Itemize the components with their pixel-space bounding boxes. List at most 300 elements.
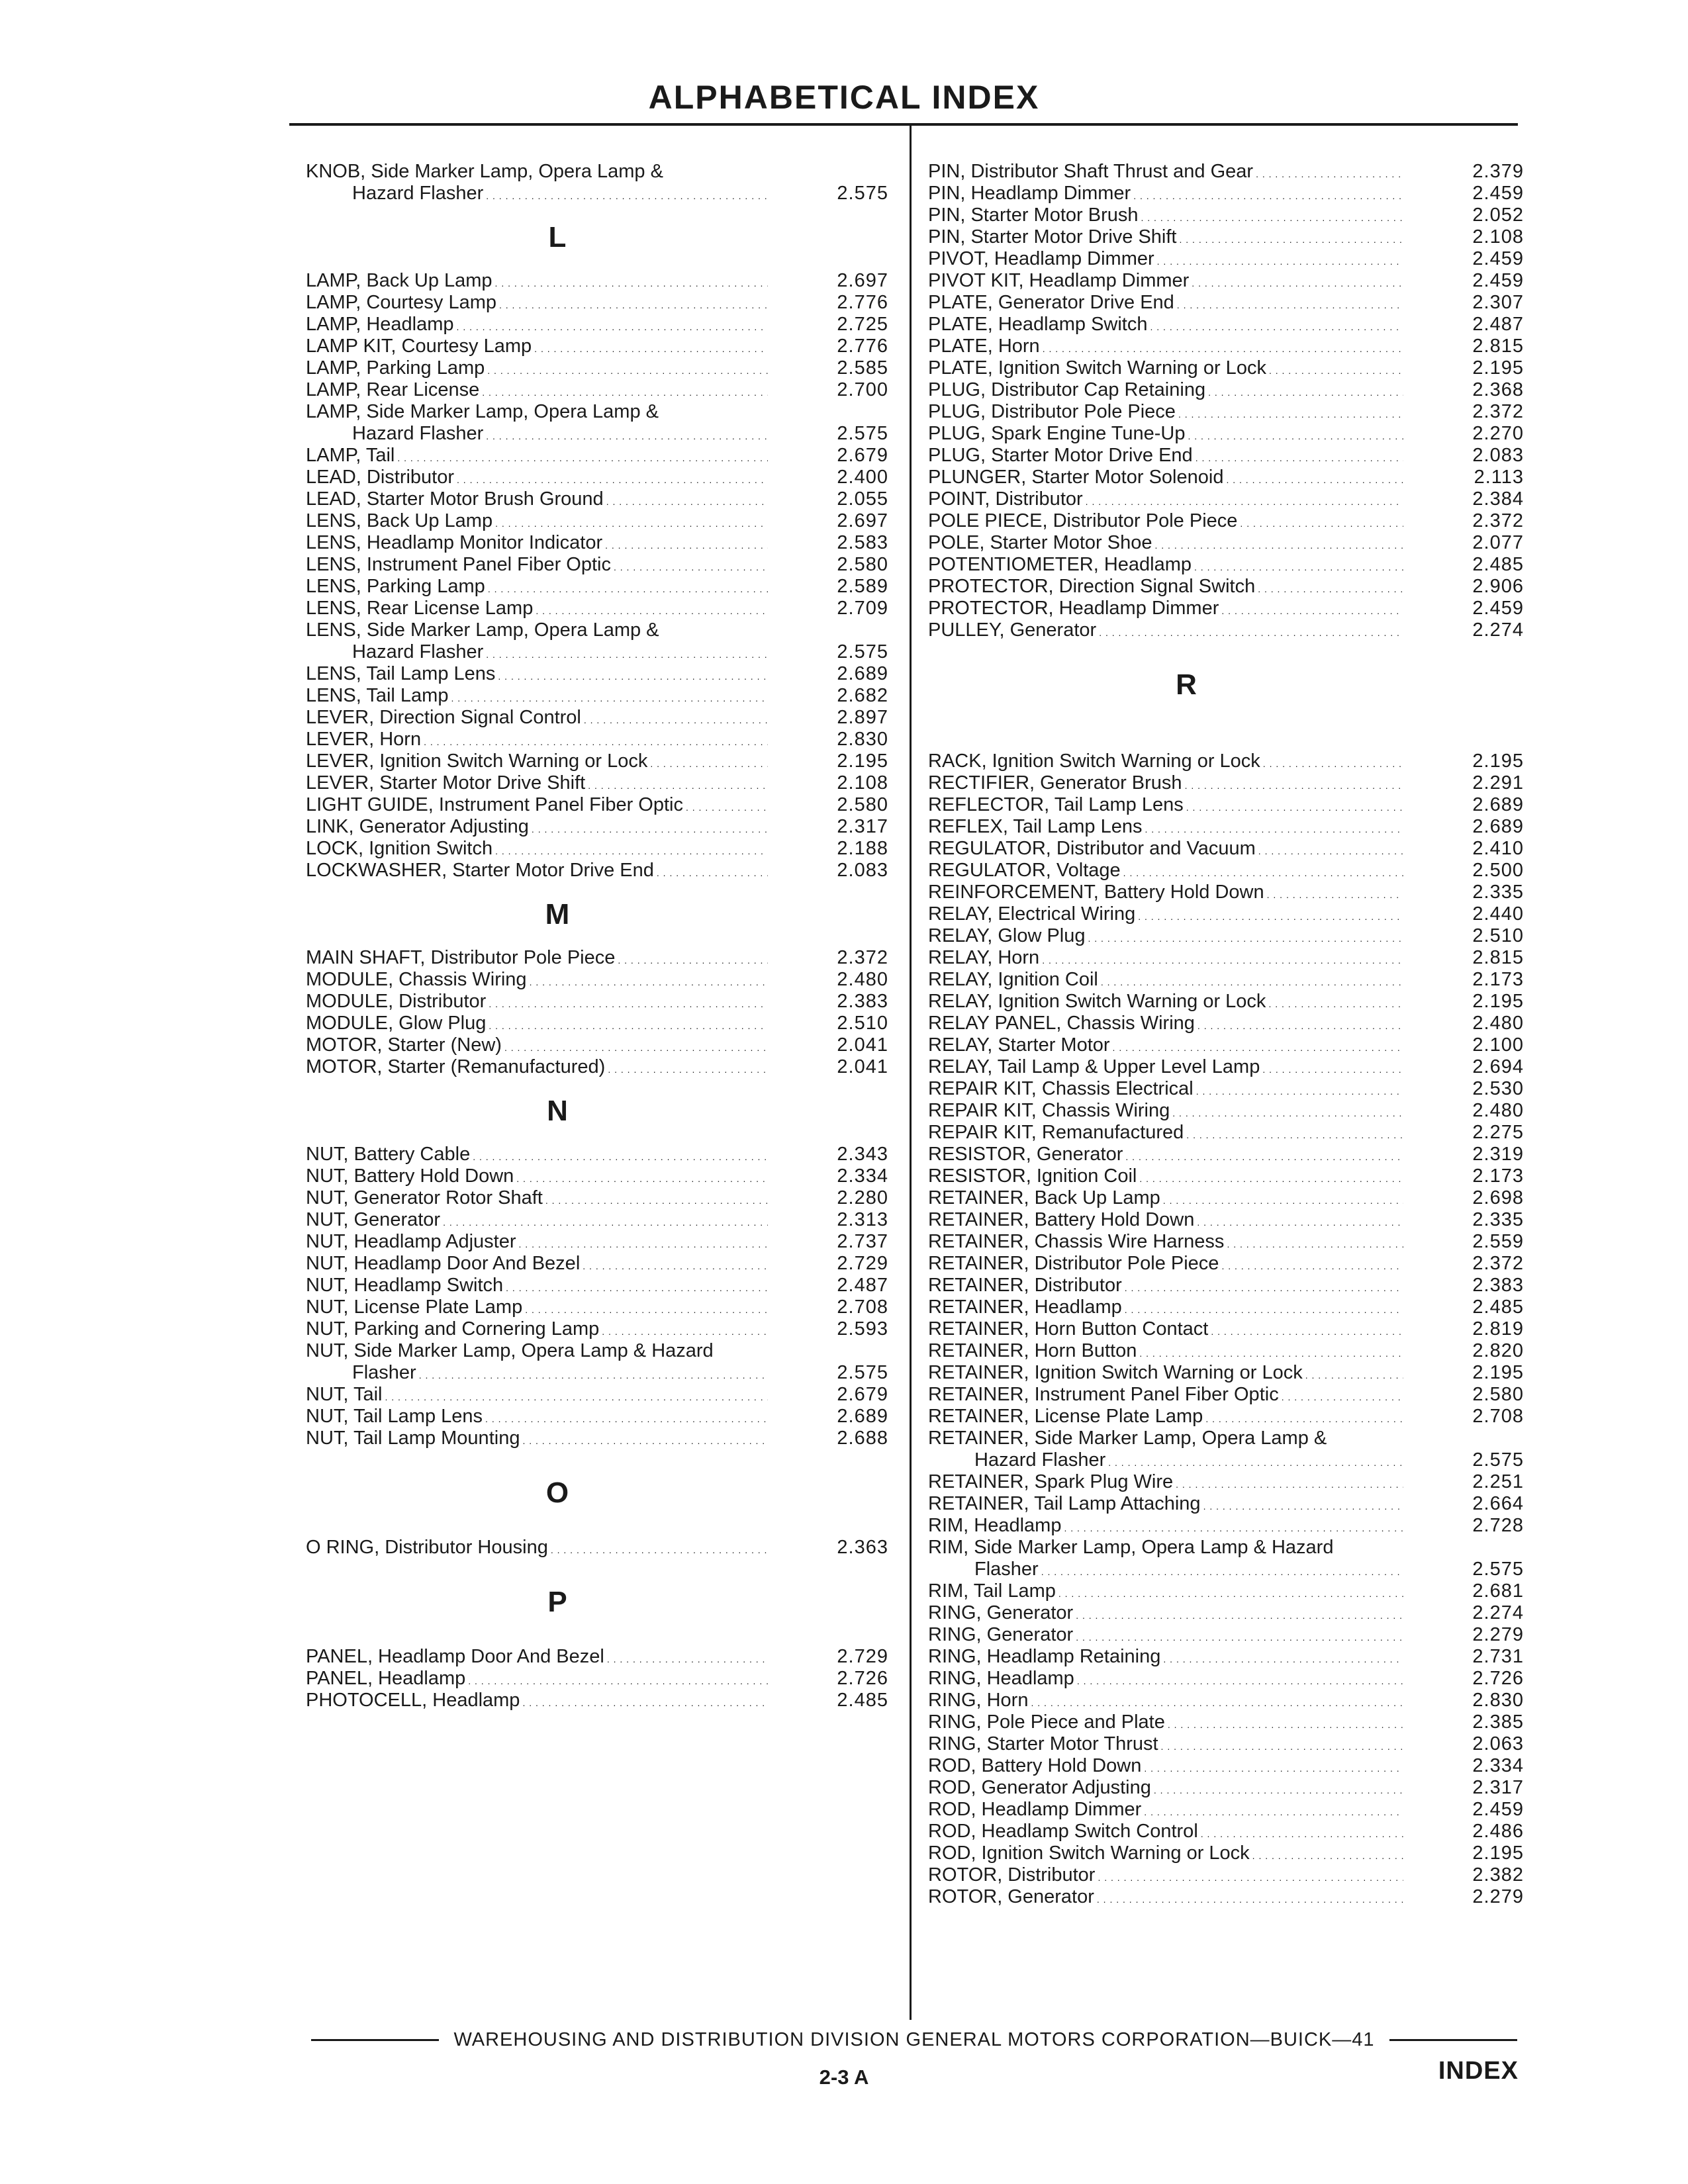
entry-page-number: 2.530	[1472, 1078, 1524, 1099]
entry-page-number: 2.689	[1472, 794, 1524, 815]
index-entry	[928, 226, 1524, 248]
entry-page-number: 2.383	[837, 991, 888, 1012]
index-entry	[928, 445, 1524, 467]
index-entry	[928, 903, 1524, 925]
entry-name: REGULATOR, Distributor and Vacuum	[928, 838, 1256, 859]
entry-page-number: 2.372	[1472, 1253, 1524, 1274]
index-entry	[306, 729, 888, 751]
index-entry	[306, 554, 888, 576]
leader-dots	[1108, 1449, 1403, 1474]
entry-page-number: 2.275	[1472, 1122, 1524, 1143]
entry-page-number: 2.700	[837, 379, 888, 400]
index-entry	[928, 751, 1524, 772]
index-entry-continuation	[306, 183, 888, 205]
index-entry	[928, 183, 1524, 205]
index-entry	[306, 1690, 888, 1711]
index-entry	[928, 598, 1524, 619]
index-entry	[928, 1733, 1524, 1755]
leader-dots	[1192, 270, 1403, 295]
leader-dots	[1196, 1078, 1403, 1103]
entry-page-number: 2.372	[837, 947, 888, 968]
leader-dots	[551, 1537, 768, 1561]
index-entry	[306, 314, 888, 336]
entry-page-number: 2.575	[837, 183, 888, 204]
entry-page-number: 2.575	[837, 641, 888, 662]
index-entry	[928, 1821, 1524, 1843]
index-entry	[306, 379, 888, 401]
index-entry	[928, 1056, 1524, 1078]
entry-page-number: 2.708	[1472, 1406, 1524, 1427]
entry-name: PLATE, Generator Drive End	[928, 292, 1174, 313]
entry-page-number: 2.368	[1472, 379, 1524, 400]
leader-dots	[1201, 1821, 1403, 1845]
index-entry	[306, 1034, 888, 1056]
leader-dots	[1196, 445, 1403, 469]
leader-dots	[532, 816, 768, 841]
leader-dots	[588, 772, 768, 797]
leader-dots	[1208, 379, 1403, 404]
index-entry	[306, 619, 888, 641]
entry-name: RETAINER, Spark Plug Wire	[928, 1471, 1174, 1492]
entry-name: NUT, Headlamp Adjuster	[306, 1231, 516, 1252]
entry-page-number: 2.486	[1472, 1821, 1524, 1842]
index-entry	[928, 1428, 1524, 1449]
leader-dots	[498, 663, 768, 688]
index-entry	[928, 488, 1524, 510]
entry-name: LAMP, Headlamp	[306, 314, 454, 335]
index-entry	[306, 707, 888, 729]
section-letter: L	[548, 221, 567, 253]
index-entry	[306, 161, 888, 183]
entry-page-number: 2.251	[1472, 1471, 1524, 1492]
entry-name: MODULE, Chassis Wiring	[306, 969, 527, 990]
entry-name: PLATE, Horn	[928, 336, 1040, 357]
entry-name: NUT, Battery Hold Down	[306, 1165, 514, 1187]
leader-dots	[1125, 1144, 1403, 1168]
index-entry-continuation	[306, 1362, 888, 1384]
index-entry	[306, 947, 888, 969]
leader-dots	[614, 554, 768, 578]
entry-name: RING, Starter Motor Thrust	[928, 1733, 1158, 1754]
entry-page-number: 2.274	[1472, 619, 1524, 641]
entry-page-number: 2.510	[837, 1013, 888, 1034]
leader-dots	[1145, 816, 1403, 841]
entry-name: RETAINER, Battery Hold Down	[928, 1209, 1195, 1230]
entry-page-number: 2.575	[837, 1362, 888, 1383]
index-entry	[928, 1668, 1524, 1690]
entry-page-number: 2.108	[1472, 226, 1524, 248]
entry-name: REPAIR KIT, Chassis Wiring	[928, 1100, 1170, 1121]
index-entry-continuation	[928, 1449, 1524, 1471]
leader-dots	[1172, 1100, 1403, 1124]
leader-dots	[1168, 1711, 1403, 1736]
entry-page-number: 2.459	[1472, 270, 1524, 291]
spacer	[928, 729, 1524, 751]
entry-page-number: 2.830	[1472, 1690, 1524, 1711]
section-letter: P	[547, 1586, 567, 1618]
leader-dots	[1221, 1253, 1403, 1277]
leader-dots	[608, 1056, 768, 1081]
index-entry	[306, 488, 888, 510]
leader-dots	[424, 729, 768, 753]
entry-name: RETAINER, Chassis Wire Harness	[928, 1231, 1225, 1252]
leader-dots	[1163, 1187, 1403, 1212]
leader-dots	[451, 685, 768, 709]
entry-page-number: 2.729	[837, 1646, 888, 1667]
entry-page-number: 2.731	[1472, 1646, 1524, 1667]
index-entry	[306, 270, 888, 292]
entry-page-number: 2.335	[1472, 882, 1524, 903]
entry-page-number: 2.313	[837, 1209, 888, 1230]
entry-name: RING, Pole Piece and Plate	[928, 1711, 1165, 1733]
index-entry	[928, 1078, 1524, 1100]
leader-dots	[657, 860, 768, 884]
entry-name: POLE, Starter Motor Shoe	[928, 532, 1152, 553]
index-entry	[306, 292, 888, 314]
entry-page-number: 2.776	[837, 336, 888, 357]
index-entry	[928, 1231, 1524, 1253]
leader-dots	[495, 270, 768, 295]
entry-page-number: 2.372	[1472, 510, 1524, 531]
entry-name: LEVER, Direction Signal Control	[306, 707, 581, 728]
entry-name: RECTIFIER, Generator Brush	[928, 772, 1182, 794]
entry-name: ROTOR, Generator	[928, 1886, 1094, 1907]
leader-dots	[457, 314, 768, 338]
section-letter: O	[545, 1477, 569, 1509]
entry-name: LAMP, Rear License	[306, 379, 480, 400]
entry-name: NUT, License Plate Lamp	[306, 1297, 523, 1318]
index-entry	[928, 860, 1524, 882]
entry-name: LIGHT GUIDE, Instrument Panel Fiber Optic	[306, 794, 683, 815]
entry-page-number: 2.384	[1472, 488, 1524, 510]
index-entry	[928, 292, 1524, 314]
entry-name: RETAINER, Back Up Lamp	[928, 1187, 1160, 1208]
entry-page-number: 2.113	[1474, 467, 1524, 488]
index-entry	[928, 991, 1524, 1013]
entry-name: PLATE, Ignition Switch Warning or Lock	[928, 357, 1266, 379]
leader-dots	[1268, 991, 1403, 1015]
entry-name: LENS, Rear License Lamp	[306, 598, 534, 619]
leader-dots	[457, 467, 768, 491]
index-entry	[928, 1602, 1524, 1624]
entry-page-number: 2.589	[837, 576, 888, 597]
entry-page-number: 2.820	[1472, 1340, 1524, 1361]
index-entry	[306, 467, 888, 488]
entry-page-number: 2.575	[1472, 1449, 1524, 1471]
entry-name: REGULATOR, Voltage	[928, 860, 1121, 881]
entry-name: LINK, Generator Adjusting	[306, 816, 529, 837]
entry-name: Hazard Flasher	[974, 1449, 1106, 1471]
entry-page-number: 2.410	[1472, 838, 1524, 859]
entry-page-number: 2.709	[837, 598, 888, 619]
leader-dots	[650, 751, 768, 775]
entry-page-number: 2.819	[1472, 1318, 1524, 1340]
leader-dots	[1176, 1471, 1403, 1496]
entry-name: PIVOT KIT, Headlamp Dimmer	[928, 270, 1190, 291]
index-entry	[928, 1406, 1524, 1428]
leader-dots	[1042, 947, 1403, 972]
leader-dots	[1205, 1406, 1403, 1430]
entry-name: REPAIR KIT, Remanufactured	[928, 1122, 1184, 1143]
entry-page-number: 2.664	[1472, 1493, 1524, 1514]
leader-dots	[1144, 1755, 1403, 1780]
leader-dots	[522, 1428, 768, 1452]
entry-page-number: 2.729	[837, 1253, 888, 1274]
leader-dots	[1154, 532, 1403, 557]
leader-dots	[530, 969, 768, 993]
index-entry	[928, 1580, 1524, 1602]
index-entry	[928, 969, 1524, 991]
leader-dots	[618, 947, 768, 972]
index-entry	[928, 1165, 1524, 1187]
entry-page-number: 2.379	[1472, 161, 1524, 182]
entry-page-number: 2.363	[837, 1537, 888, 1558]
leader-dots	[506, 1275, 768, 1299]
index-entry-continuation	[306, 423, 888, 445]
entry-name: Hazard Flasher	[352, 641, 484, 662]
entry-name: PIVOT, Headlamp Dimmer	[928, 248, 1154, 269]
leader-dots	[443, 1209, 768, 1234]
leader-dots	[1263, 751, 1403, 775]
leader-dots	[1097, 1886, 1403, 1911]
leader-dots	[1269, 357, 1403, 382]
entry-name: Flasher	[974, 1559, 1039, 1580]
entry-name: RELAY, Horn	[928, 947, 1040, 968]
index-entry	[306, 685, 888, 707]
leader-dots	[487, 357, 768, 382]
entry-page-number: 2.055	[837, 488, 888, 510]
entry-name: LAMP, Parking Lamp	[306, 357, 485, 379]
index-entry	[306, 576, 888, 598]
entry-name: RING, Generator	[928, 1624, 1074, 1645]
entry-page-number: 2.195	[1472, 991, 1524, 1012]
entry-page-number: 2.279	[1472, 1624, 1524, 1645]
entry-name: KNOB, Side Marker Lamp, Opera Lamp &	[306, 161, 663, 182]
entry-name: MAIN SHAFT, Distributor Pole Piece	[306, 947, 616, 968]
entry-name: REPAIR KIT, Chassis Electrical	[928, 1078, 1194, 1099]
index-entry	[928, 270, 1524, 292]
index-entry	[928, 1275, 1524, 1297]
leader-dots	[1282, 1384, 1403, 1408]
entry-page-number: 2.694	[1472, 1056, 1524, 1077]
leader-dots	[486, 423, 768, 447]
leader-dots	[1180, 226, 1404, 251]
index-entry	[928, 379, 1524, 401]
leader-dots	[1076, 1602, 1403, 1627]
leader-dots	[1186, 794, 1403, 819]
index-entry	[928, 1755, 1524, 1777]
index-entry	[928, 838, 1524, 860]
entry-page-number: 2.682	[837, 685, 888, 706]
leader-dots	[1098, 1864, 1403, 1889]
entry-page-number: 2.385	[1472, 1711, 1524, 1733]
entry-page-number: 2.307	[1472, 292, 1524, 313]
index-entry	[928, 423, 1524, 445]
index-entry	[306, 1537, 888, 1559]
entry-page-number: 2.737	[837, 1231, 888, 1252]
index-entry	[928, 1799, 1524, 1821]
leader-dots	[1197, 1013, 1403, 1037]
entry-name: RACK, Ignition Switch Warning or Lock	[928, 751, 1260, 772]
index-entry	[306, 445, 888, 467]
entry-name: RETAINER, Horn Button Contact	[928, 1318, 1209, 1340]
leader-dots	[1154, 1777, 1403, 1801]
entry-page-number: 2.280	[837, 1187, 888, 1208]
entry-name: RELAY, Ignition Switch Warning or Lock	[928, 991, 1266, 1012]
entry-page-number: 2.698	[1472, 1187, 1524, 1208]
index-entry	[928, 357, 1524, 379]
index-entry	[928, 1646, 1524, 1668]
entry-name: RING, Horn	[928, 1690, 1029, 1711]
leader-dots	[602, 1318, 768, 1343]
leader-dots	[1138, 903, 1403, 928]
entry-name: ROD, Ignition Switch Warning or Lock	[928, 1843, 1250, 1864]
entry-page-number: 2.100	[1472, 1034, 1524, 1056]
entry-name: NUT, Tail	[306, 1384, 383, 1405]
entry-page-number: 2.906	[1472, 576, 1524, 597]
entry-page-number: 2.776	[837, 292, 888, 313]
entry-name: LEVER, Starter Motor Drive Shift	[306, 772, 586, 794]
entry-name: ROD, Headlamp Dimmer	[928, 1799, 1142, 1820]
title-rule	[289, 123, 1518, 126]
leader-dots	[519, 1231, 768, 1255]
index-entry	[928, 1034, 1524, 1056]
section-letter: N	[547, 1095, 568, 1127]
entry-page-number: 2.580	[837, 794, 888, 815]
entry-name: ROD, Battery Hold Down	[928, 1755, 1142, 1776]
entry-name: LENS, Parking Lamp	[306, 576, 485, 597]
entry-page-number: 2.480	[837, 969, 888, 990]
entry-page-number: 2.041	[837, 1056, 888, 1077]
leader-dots	[1203, 1493, 1403, 1518]
leader-dots	[1256, 161, 1403, 185]
entry-name: RELAY, Electrical Wiring	[928, 903, 1136, 925]
entry-name: POTENTIOMETER, Headlamp	[928, 554, 1192, 575]
leader-dots	[1123, 860, 1403, 884]
column-divider	[910, 126, 912, 2020]
entry-name: PIN, Headlamp Dimmer	[928, 183, 1131, 204]
index-entry	[928, 401, 1524, 423]
index-entry	[928, 1690, 1524, 1711]
entry-page-number: 2.335	[1472, 1209, 1524, 1230]
entry-name: LENS, Instrument Panel Fiber Optic	[306, 554, 611, 575]
index-entry	[928, 1013, 1524, 1034]
leader-dots	[482, 379, 768, 404]
index-entry	[928, 1777, 1524, 1799]
entry-page-number: 2.195	[1472, 751, 1524, 772]
leader-dots	[1186, 1122, 1403, 1146]
entry-page-number: 2.317	[837, 816, 888, 837]
entry-page-number: 2.689	[837, 1406, 888, 1427]
entry-name: RELAY, Glow Plug	[928, 925, 1086, 946]
entry-page-number: 2.726	[837, 1668, 888, 1689]
index-entry	[928, 1297, 1524, 1318]
leader-dots	[495, 510, 768, 535]
entry-page-number: 2.708	[837, 1297, 888, 1318]
leader-dots	[584, 707, 768, 731]
leader-dots	[1240, 510, 1403, 535]
index-entry	[928, 1340, 1524, 1362]
leader-dots	[504, 1034, 768, 1059]
entry-page-number: 2.580	[837, 554, 888, 575]
index-column-right	[928, 161, 1524, 1908]
entry-page-number: 2.083	[1472, 445, 1524, 466]
leader-dots	[473, 1144, 768, 1168]
entry-page-number: 2.188	[837, 838, 888, 859]
entry-name: LAMP KIT, Courtesy Lamp	[306, 336, 532, 357]
entry-page-number: 2.575	[837, 423, 888, 444]
entry-name: RETAINER, Headlamp	[928, 1297, 1122, 1318]
index-entry-continuation	[306, 641, 888, 663]
entry-page-number: 2.689	[837, 663, 888, 684]
leader-dots	[486, 183, 768, 207]
leader-dots	[606, 488, 768, 513]
index-entry	[928, 816, 1524, 838]
leader-dots	[1161, 1733, 1403, 1758]
leader-dots	[489, 991, 768, 1015]
index-entry	[306, 991, 888, 1013]
entry-name: PLUG, Spark Engine Tune-Up	[928, 423, 1186, 444]
entry-page-number: 2.195	[837, 751, 888, 772]
entry-page-number: 2.459	[1472, 598, 1524, 619]
leader-dots	[522, 1690, 768, 1714]
entry-name: PIN, Distributor Shaft Thrust and Gear	[928, 161, 1254, 182]
entry-name: LENS, Back Up Lamp	[306, 510, 493, 531]
entry-name: Hazard Flasher	[352, 183, 484, 204]
entry-page-number: 2.487	[837, 1275, 888, 1296]
entry-name: PULLEY, Generator	[928, 619, 1097, 641]
entry-page-number: 2.679	[837, 1384, 888, 1405]
leader-dots	[485, 1406, 768, 1430]
entry-name: NUT, Battery Cable	[306, 1144, 471, 1165]
leader-dots	[499, 292, 768, 316]
leader-dots	[1144, 1799, 1403, 1823]
index-entry	[928, 1711, 1524, 1733]
entry-page-number: 2.485	[1472, 1297, 1524, 1318]
entry-name: NUT, Generator	[306, 1209, 441, 1230]
index-entry	[928, 1187, 1524, 1209]
leader-dots	[1041, 1559, 1403, 1583]
entry-name: LEAD, Starter Motor Brush Ground	[306, 488, 604, 510]
index-entry	[928, 532, 1524, 554]
index-entry	[928, 314, 1524, 336]
index-entry	[928, 205, 1524, 226]
entry-page-number: 2.480	[1472, 1013, 1524, 1034]
entry-name: RING, Headlamp	[928, 1668, 1074, 1689]
leader-dots	[468, 1668, 768, 1692]
index-entry	[928, 467, 1524, 488]
entry-name: LAMP, Courtesy Lamp	[306, 292, 496, 313]
entry-page-number: 2.815	[1472, 336, 1524, 357]
entry-name: RELAY, Ignition Coil	[928, 969, 1098, 990]
entry-name: PROTECTOR, Direction Signal Switch	[928, 576, 1256, 597]
footer-rule-left	[311, 2039, 439, 2041]
index-entry	[928, 1864, 1524, 1886]
entry-name: O RING, Distributor Housing	[306, 1537, 548, 1558]
entry-name: RING, Generator	[928, 1602, 1074, 1623]
entry-name: LENS, Side Marker Lamp, Opera Lamp &	[306, 619, 659, 641]
entry-page-number: 2.383	[1472, 1275, 1524, 1296]
entry-page-number: 2.726	[1472, 1668, 1524, 1689]
entry-name: PANEL, Headlamp Door And Bezel	[306, 1646, 604, 1667]
entry-page-number: 2.697	[837, 270, 888, 291]
leader-dots	[583, 1253, 768, 1277]
leader-dots	[1188, 423, 1403, 447]
entry-page-number: 2.063	[1472, 1733, 1524, 1754]
index-entry	[306, 1165, 888, 1187]
leader-dots	[545, 1187, 768, 1212]
entry-name: LEVER, Ignition Switch Warning or Lock	[306, 751, 648, 772]
